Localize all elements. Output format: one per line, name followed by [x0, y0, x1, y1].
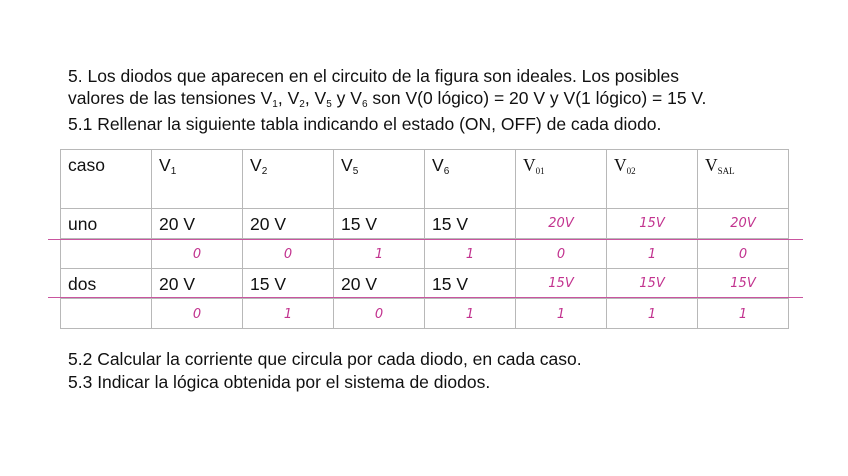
task-5-2: 5.2 Calcular la corriente que circula por cada diodo, en cada caso.	[68, 349, 582, 369]
logic-cell: 0	[698, 239, 789, 269]
handwritten-divider-line	[48, 239, 803, 240]
table-row-uno-logic	[61, 239, 789, 269]
cell-caso: dos	[61, 269, 152, 299]
cell-v5: 15 V	[334, 209, 425, 239]
header-v1: $V_1$	[152, 150, 243, 209]
table-row-uno	[61, 209, 789, 239]
cell-vsal: 15V	[698, 269, 789, 299]
cell-v2: 20 V	[243, 209, 334, 239]
logic-cell: 1	[425, 299, 516, 329]
header-v2: $V_2$	[243, 150, 334, 209]
logic-cell: 0	[516, 239, 607, 269]
header-caso: caso	[61, 150, 152, 209]
cell-v1: 20 V	[152, 269, 243, 299]
table-row-dos-logic	[61, 299, 789, 329]
table-header-row	[61, 150, 789, 209]
logic-cell: 0	[243, 239, 334, 269]
header-v5: $V_5$	[334, 150, 425, 209]
handwritten-divider-line	[48, 297, 803, 298]
problem-statement-line-2: valores de las tensiones $V_1$, $V_2$, $V_5$ y $V_6$ son V(0 lógico) = 20 V y V(1 lógico) = 15 V.	[68, 88, 707, 110]
cell-v2: 15 V	[243, 269, 334, 299]
cell-caso: uno	[61, 209, 152, 239]
logic-cell: 1	[607, 239, 698, 269]
problem-statement-line-1: 5. Los diodos que aparecen en el circuito de la figura son ideales. Los posibles	[68, 66, 679, 86]
cell-v6: 15 V	[425, 269, 516, 299]
logic-cell: 1	[334, 239, 425, 269]
logic-cell: 1	[698, 299, 789, 329]
cell-v01: 20V	[516, 209, 607, 239]
cell-vsal: 20V	[698, 209, 789, 239]
cell-v1: 20 V	[152, 209, 243, 239]
logic-cell: 1	[243, 299, 334, 329]
task-5-3: 5.3 Indicar la lógica obtenida por el sistema de diodos.	[68, 372, 491, 392]
header-v6: $V_6$	[425, 150, 516, 209]
logic-cell	[61, 299, 152, 329]
cell-v5: 20 V	[334, 269, 425, 299]
cell-v6: 15 V	[425, 209, 516, 239]
cell-v02: 15V	[607, 269, 698, 299]
header-v02: $V_{02}$	[607, 150, 698, 209]
table-row-dos	[61, 269, 789, 299]
logic-cell: 1	[425, 239, 516, 269]
cell-v01: 15V	[516, 269, 607, 299]
header-vsal: $V_{SAL}$	[698, 150, 789, 209]
logic-cell: 0	[334, 299, 425, 329]
logic-cell	[61, 239, 152, 269]
logic-cell: 1	[607, 299, 698, 329]
logic-cell: 1	[516, 299, 607, 329]
header-v01: $V_{01}$	[516, 150, 607, 209]
cell-v02: 15V	[607, 209, 698, 239]
logic-cell: 0	[152, 239, 243, 269]
logic-cell: 0	[152, 299, 243, 329]
task-5-1: 5.1 Rellenar la siguiente tabla indicando el estado (ON, OFF) de cada diodo.	[68, 114, 662, 134]
